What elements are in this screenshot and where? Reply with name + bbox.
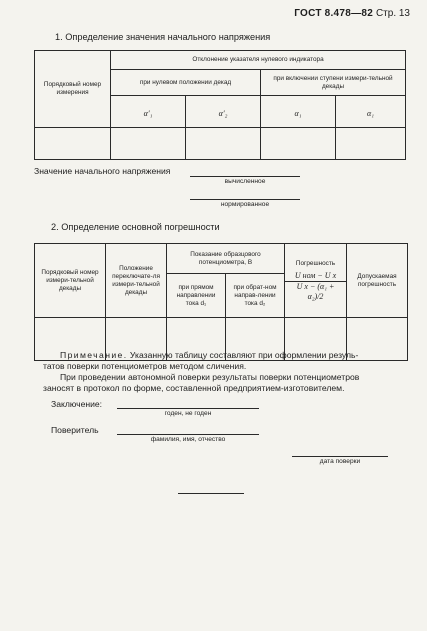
table1-sym-2: α′₂ bbox=[218, 108, 228, 118]
table1-cell bbox=[35, 128, 111, 160]
table1-sym-1: α′₁ bbox=[143, 108, 153, 118]
table1-sym-3: α₁ bbox=[294, 108, 302, 118]
caption-computed: вычисленное bbox=[224, 178, 266, 185]
conclusion-caption: годен, не годен bbox=[164, 410, 212, 417]
initial-voltage-computed-line bbox=[190, 176, 300, 177]
table1-col-deviation: Отклонение указателя нулевого индикатора bbox=[192, 56, 324, 63]
initial-voltage-label: Значение начального напряжения bbox=[34, 166, 171, 176]
table-basic-error bbox=[34, 243, 408, 361]
conclusion-line bbox=[117, 408, 259, 409]
caption-normalized: нормированное bbox=[220, 201, 270, 208]
table1-col-sequence: Порядковый номер измерения bbox=[43, 81, 102, 96]
verifier-caption: фамилия, имя, отчество bbox=[150, 436, 226, 443]
table2-formula-top: U ном − U x bbox=[285, 271, 346, 282]
verifier-label: Поверитель bbox=[51, 425, 99, 435]
table1-cell bbox=[336, 128, 406, 160]
table2-col-reverse: при обрат-ном направ-лении тока d₂ bbox=[233, 283, 277, 307]
note-line-1 bbox=[60, 350, 358, 360]
note-line-2: татов поверки потенциометров методом сличения. bbox=[43, 361, 247, 371]
note-heading: Примечание. bbox=[60, 350, 128, 360]
gost-number: 8.478—82 bbox=[324, 8, 374, 19]
page-number: Стр. 13 bbox=[375, 8, 410, 19]
verifier-line bbox=[117, 434, 259, 435]
section1-title: 1. Определение значения начального напряжения bbox=[55, 32, 271, 42]
table2-col-sequence: Порядковый номер измери-тельной декады bbox=[41, 268, 99, 292]
date-caption: дата поверки bbox=[319, 458, 361, 465]
table1-cell bbox=[186, 128, 261, 160]
closing-rule bbox=[178, 493, 244, 494]
table2-col-error bbox=[285, 260, 346, 302]
page-header bbox=[294, 8, 410, 19]
table-initial-voltage bbox=[34, 50, 406, 160]
conclusion-label: Заключение: bbox=[51, 399, 103, 409]
table1-sym-4: α₁ bbox=[367, 108, 374, 118]
gost-label: ГОСТ bbox=[294, 8, 322, 19]
initial-voltage-normalized-line bbox=[190, 199, 300, 200]
table1-col-step-on: при включении ступени измери-тельной декады bbox=[273, 74, 393, 90]
table1-cell bbox=[111, 128, 186, 160]
date-line bbox=[292, 456, 388, 457]
table2-col-reading: Показание образцового потенциометра, В bbox=[190, 250, 261, 266]
table2-col-allowed: Допускаемая погрешность bbox=[357, 272, 397, 288]
note-paragraph-2: заносят в протокол по форме, составленной предприятием-изготовителем. bbox=[43, 383, 345, 393]
table1-cell bbox=[261, 128, 336, 160]
note-text-1: Указанную таблицу составляют при оформлении резуль- bbox=[129, 350, 359, 360]
table2-col-error-title: Погрешность bbox=[295, 259, 336, 267]
note-paragraph-1: При проведении автономной поверки результаты поверки потенциометров bbox=[60, 372, 360, 382]
section2-title: 2. Определение основной погрешности bbox=[51, 222, 220, 232]
table2-formula-bottom: U x − (α₁ + α₂)/2 bbox=[296, 281, 335, 301]
table2-col-direct: при прямом направлении тока d₁ bbox=[176, 283, 216, 307]
table2-col-switch: Положение переключате-ля измери-тельной декады bbox=[112, 264, 160, 296]
table1-col-zero-position: при нулевом положении декад bbox=[139, 78, 232, 86]
